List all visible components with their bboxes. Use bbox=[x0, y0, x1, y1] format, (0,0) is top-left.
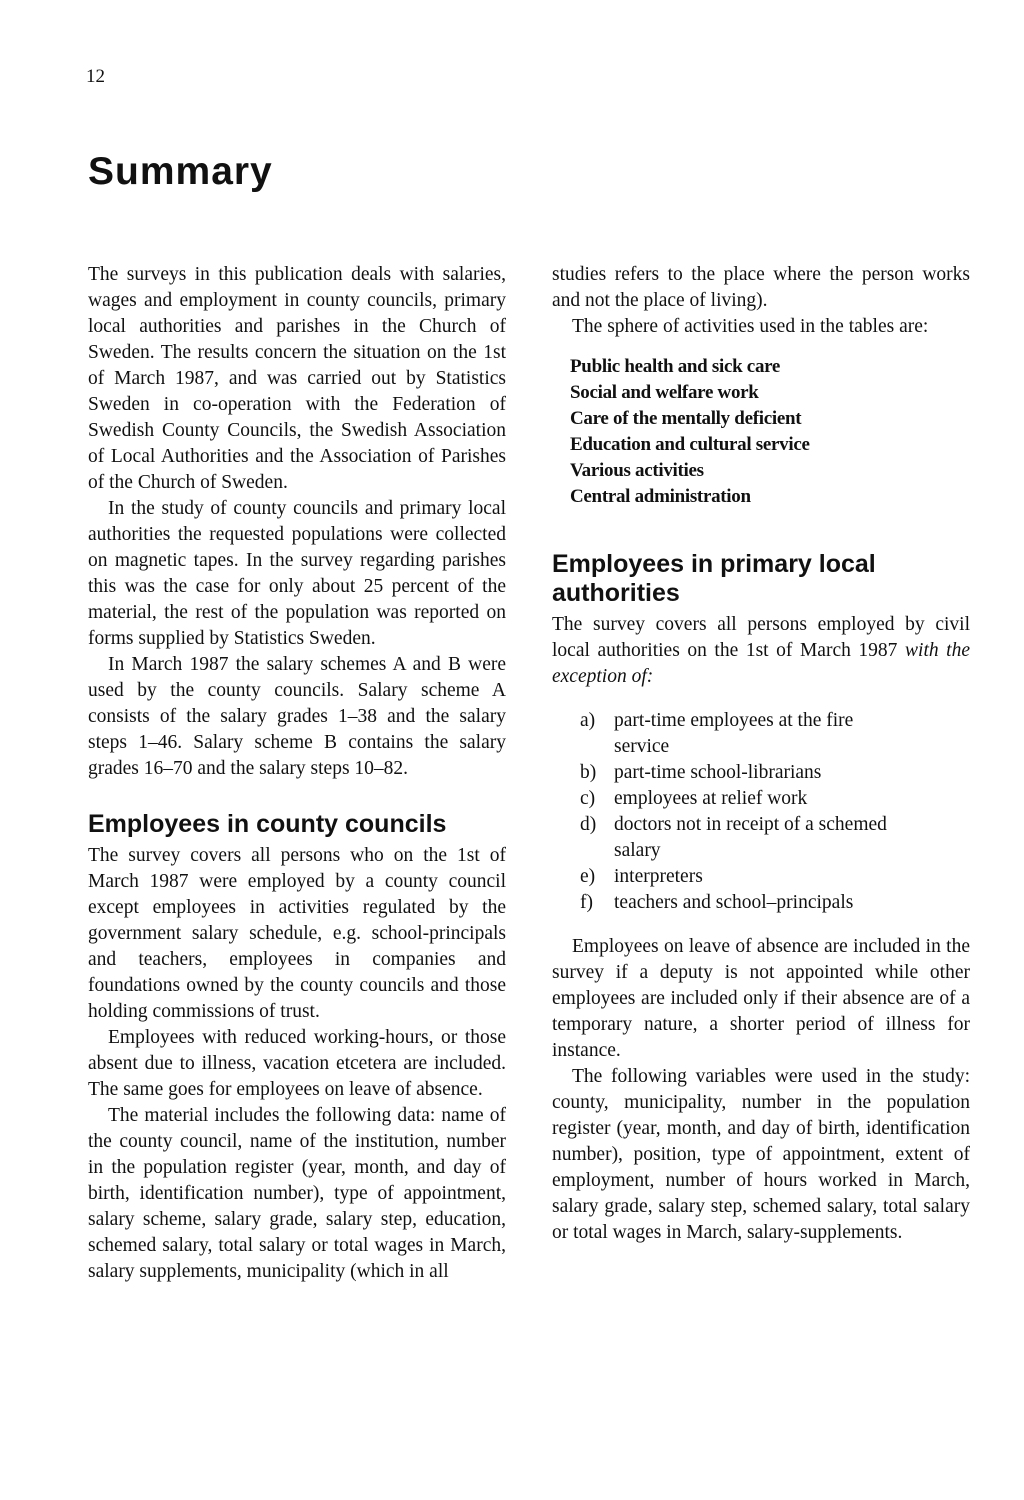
item-label: a) bbox=[580, 710, 596, 731]
list-item bbox=[580, 760, 970, 786]
activities-list bbox=[570, 354, 970, 510]
list-item bbox=[580, 786, 970, 812]
item-label: c) bbox=[580, 788, 596, 809]
list-item: Central administration bbox=[570, 486, 751, 507]
list-item: Care of the mentally deficient bbox=[570, 408, 802, 429]
item-text: interpreters bbox=[614, 866, 703, 887]
list-item: Education and cultural service bbox=[570, 434, 810, 455]
intro-paragraph: In March 1987 the salary schemes A and B were used by the county councils. Salary scheme A consists of the salary grades 1–38 and the salary steps 1–46. Salary scheme B contains the salary grades 16–70 and the salary steps 10–82. bbox=[88, 654, 506, 779]
left-column bbox=[88, 262, 506, 1285]
list-item: Various activities bbox=[570, 460, 704, 481]
section-heading-primary-local-authorities: Employees in primary local authorities bbox=[552, 550, 876, 607]
item-text: part-time employees at the fire service bbox=[614, 710, 854, 757]
item-text: teachers and school–principals bbox=[614, 892, 854, 913]
leave-paragraph: Employees on leave of absence are included in the survey if a deputy is not appointed while other employees are included only if their absence are of a temporary nature, a shorter period of illness for instance. bbox=[552, 936, 970, 1061]
list-item bbox=[580, 812, 970, 864]
section-heading-county-councils: Employees in county councils bbox=[88, 810, 447, 838]
county-paragraph: The survey covers all persons who on the 1st of March 1987 were employed by a county council except employees in activities regulated by the government salary schedule, e.g. school-principals and teachers, employees in companies and foundations owned by the county councils and those holding commissions of trust. bbox=[88, 845, 506, 1022]
local-intro bbox=[552, 612, 970, 690]
item-text: part-time school-librarians bbox=[614, 762, 822, 783]
list-item bbox=[580, 890, 970, 916]
county-paragraph: Employees with reduced working-hours, or those absent due to illness, vacation etcetera are included. The same goes for employees on leave of absence. bbox=[88, 1027, 506, 1100]
list-item bbox=[580, 708, 970, 760]
item-label: e) bbox=[580, 866, 596, 887]
item-label: f) bbox=[580, 892, 593, 913]
variables-paragraph: The following variables were used in the study: county, municipality, number in the population register (year, month, and day of birth, identification number), position, type of appointment, extent of employment, number of hours worked in March, salary grade, salary step, schemed salary, total salary or total wages in March, salary-supplements. bbox=[552, 1066, 970, 1243]
page-number: 12 bbox=[86, 66, 105, 87]
item-text: doctors not in receipt of a schemed salary bbox=[614, 814, 887, 861]
exceptions-list bbox=[580, 708, 970, 916]
list-item: Social and welfare work bbox=[570, 382, 759, 403]
county-paragraph: The material includes the following data: name of the county council, name of the institution, number in the population register (year, month, and day of birth, identification number), type of appointment, salary scheme, salary grade, salary step, education, schemed salary, total salary or total wages in March, salary supplements, municipality (which in all bbox=[88, 1105, 506, 1282]
page-title: Summary bbox=[88, 150, 273, 193]
right-column bbox=[552, 262, 970, 1246]
item-label: b) bbox=[580, 762, 597, 783]
intro-paragraph: The surveys in this publication deals with salaries, wages and employment in county councils, primary local authorities and parishes in the Church of Sweden. The results concern the situation on the 1st of March 1987, and was carried out by Statistics Sweden in co-operation with the Federation of Swedish County Councils, the Swedish Association of Local Authorities and the Association of Parishes of the Church of Sweden. bbox=[88, 264, 506, 493]
local-intro-text: The survey covers all persons employed by civil local authorities on the 1st of March 1987 bbox=[552, 614, 970, 661]
sphere-intro: The sphere of activities used in the tables are: bbox=[572, 316, 929, 337]
exception-lead: with the exception of: bbox=[552, 640, 971, 687]
spacer bbox=[552, 916, 970, 934]
list-item bbox=[580, 864, 970, 890]
continuation-paragraph: studies refers to the place where the person works and not the place of living). bbox=[552, 264, 970, 311]
list-item: Public health and sick care bbox=[570, 356, 781, 377]
item-label: d) bbox=[580, 814, 597, 835]
item-text: employees at relief work bbox=[614, 788, 808, 809]
intro-paragraph: In the study of county councils and primary local authorities the requested populations were collected on magnetic tapes. In the survey regarding parishes this was the case for only about 25 percent of the material, the rest of the population was reported on forms supplied by Statistics Sweden. bbox=[88, 498, 506, 649]
